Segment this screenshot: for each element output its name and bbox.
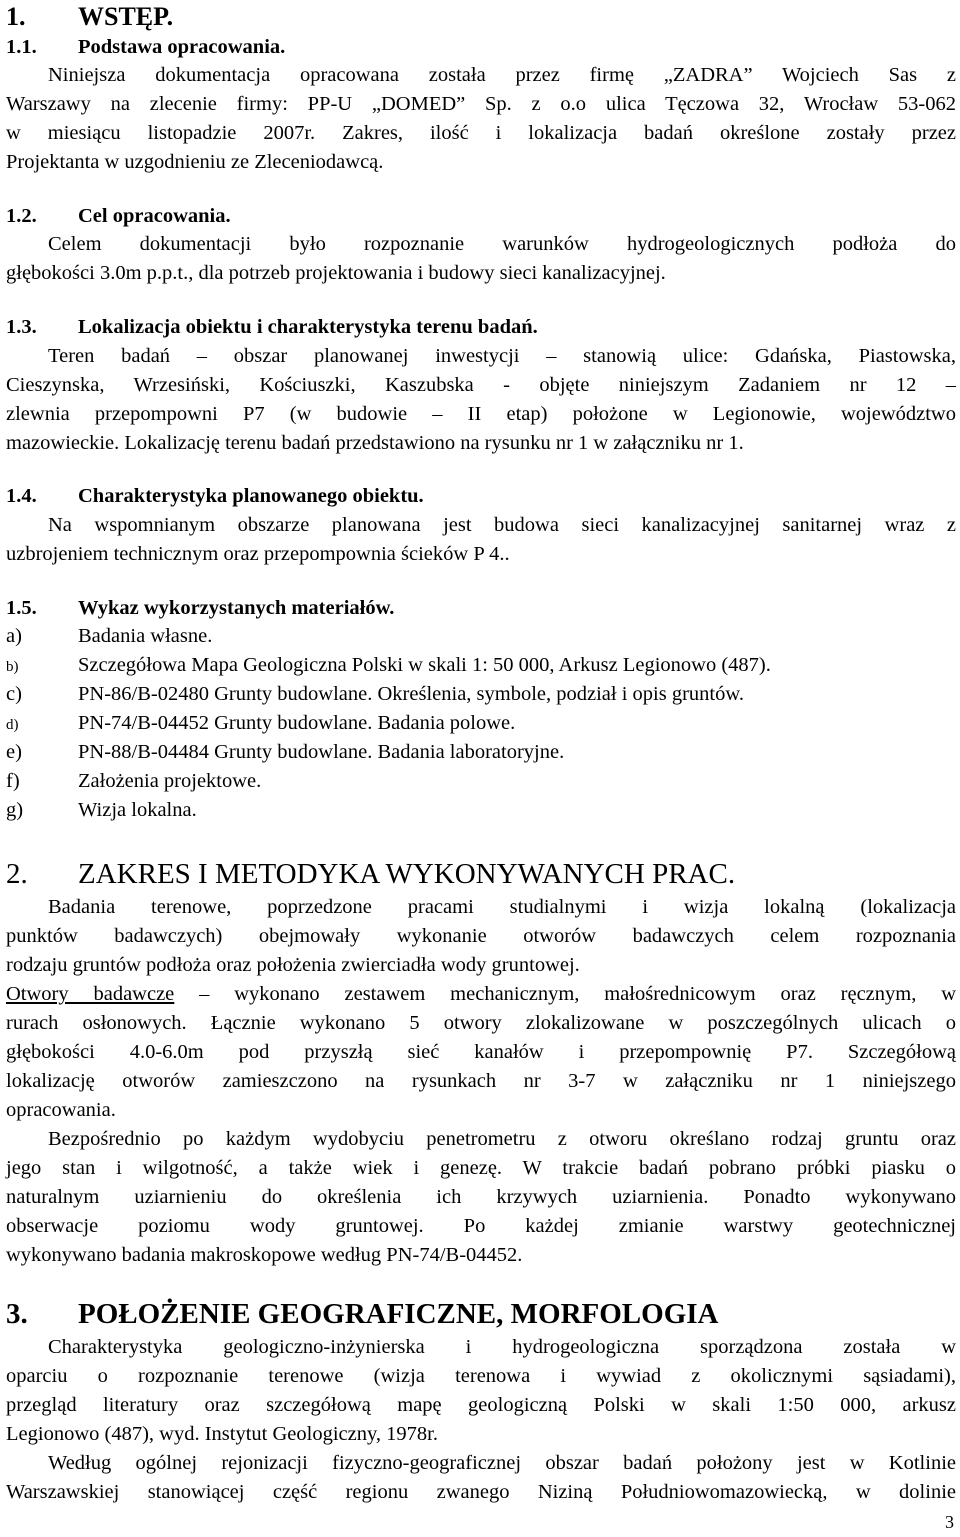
paragraph-line: głębokości 4.0-6.0m pod przyszłą sieć kanałów i przepompownię P7. Szczegółową xyxy=(6,1041,956,1063)
paragraph-line: Warszawy na zlecenie firmy: PP-U „DOMED” Sp. z o.o ulica Tęczowa 32, Wrocław 53-062 xyxy=(6,93,956,115)
paragraph-line: Otwory badawcze – wykonano zestawem mechanicznym, małośrednicowym oraz ręcznym, w xyxy=(6,983,957,1005)
list-item: d) PN-74/B-04452 Grunty budowlane. Badania polowe. xyxy=(6,712,516,734)
paragraph-line: rodzaju gruntów podłoża oraz położenia zwierciadła wody gruntowej. xyxy=(6,954,580,976)
paragraph-line: lokalizację otworów zamieszczono na rysunkach nr 3-7 w załączniku nr 1 niniejszego xyxy=(6,1070,956,1092)
paragraph-line: w miesiącu listopadzie 2007r. Zakres, ilość i lokalizacja badań określone zostały przez xyxy=(6,122,956,144)
paragraph-line: wykonywano badania makroskopowe według PN-74/B-04452. xyxy=(6,1244,523,1266)
paragraph-line: Teren badań – obszar planowanej inwestycji – stanowią ulice: Gdańska, Piastowska, xyxy=(48,345,956,367)
paragraph-line: Bezpośrednio po każdym wydobyciu penetrometru z otworu określano rodzaj gruntu oraz xyxy=(48,1128,956,1150)
list-item: b) Szczegółowa Mapa Geologiczna Polski w skali 1: 50 000, Arkusz Legionowo (487). xyxy=(6,654,771,676)
paragraph-line: oparciu o rozpoznanie terenowe (wizja terenowa i wywiad z okolicznymi sąsiadami), xyxy=(6,1365,956,1387)
section-1-1-heading: 1.1. Podstawa opracowania. xyxy=(6,36,286,58)
page-number: 3 xyxy=(945,1512,954,1532)
paragraph-line: przegląd literatury oraz szczegółową mapę geologiczną Polski w skali 1:50 000, arkusz xyxy=(6,1394,956,1416)
section-1-3-heading: 1.3. Lokalizacja obiektu i charakterystyka terenu badań. xyxy=(6,316,538,338)
section-3-heading: 3. POŁOŻENIE GEOGRAFICZNE, MORFOLOGIA xyxy=(6,1298,719,1330)
paragraph-line: rurach osłonowych. Łącznie wykonano 5 otwory zlokalizowane w poszczególnych ulicach o xyxy=(6,1012,956,1034)
paragraph-line: Celem dokumentacji było rozpoznanie warunków hydrogeologicznych podłoża do xyxy=(48,233,956,255)
paragraph-line: Legionowo (487), wyd. Instytut Geologiczny, 1978r. xyxy=(6,1423,438,1445)
section-2-heading: 2. ZAKRES I METODYKA WYKONYWANYCH PRAC. xyxy=(6,858,736,890)
paragraph-line: Projektanta w uzgodnieniu ze Zleceniodawcą. xyxy=(6,151,384,173)
paragraph-line: Na wspomnianym obszarze planowana jest budowa sieci kanalizacyjnej sanitarnej wraz z xyxy=(48,514,956,536)
underlined-term: Otwory badawcze xyxy=(6,983,175,1005)
list-item: c) PN-86/B-02480 Grunty budowlane. Określenia, symbole, podział i opis gruntów. xyxy=(6,683,744,705)
paragraph-line: Warszawskiej stanowiącej część regionu zwanego Niziną Południowomazowiecką, w dolinie xyxy=(6,1481,956,1503)
paragraph-line: naturalnym uziarnieniu do określenia ich krzywych uziarnienia. Ponadto wykonywano xyxy=(6,1186,956,1208)
section-1-4-heading: 1.4. Charakterystyka planowanego obiektu. xyxy=(6,485,424,507)
paragraph-line: uzbrojeniem technicznym oraz przepompownia ścieków P 4.. xyxy=(6,543,510,565)
section-1-2-heading: 1.2. Cel opracowania. xyxy=(6,205,231,227)
paragraph-line: opracowania. xyxy=(6,1099,116,1121)
list-item: a) Badania własne. xyxy=(6,625,213,647)
paragraph-line: Charakterystyka geologiczno-inżynierska i hydrogeologiczna sporządzona została w xyxy=(48,1336,956,1358)
paragraph-line: zlewnia przepompowni P7 (w budowie – II etap) położone w Legionowie, województwo xyxy=(6,403,956,425)
paragraph-line: Badania terenowe, poprzedzone pracami studialnymi i wizja lokalną (lokalizacja xyxy=(48,896,956,918)
list-item: g) Wizja lokalna. xyxy=(6,799,197,821)
paragraph-line: Niniejsza dokumentacja opracowana została przez firmę „ZADRA” Wojciech Sas z xyxy=(48,64,956,86)
section-1-5-heading: 1.5. Wykaz wykorzystanych materiałów. xyxy=(6,597,395,619)
paragraph-line: obserwacje poziomu wody gruntowej. Po każdej zmianie warstwy geotechnicznej xyxy=(6,1215,956,1237)
paragraph-line: punktów badawczych) obejmowały wykonanie otworów badawczych celem rozpoznania xyxy=(6,925,956,947)
paragraph-line: mazowieckie. Lokalizację terenu badań przedstawiono na rysunku nr 1 w załączniku nr 1. xyxy=(6,432,744,454)
paragraph-line: jego stan i wilgotność, a także wiek i genezę. W trakcie badań pobrano próbki piasku o xyxy=(6,1157,956,1179)
paragraph-line: Cieszynska, Wrzesiński, Kościuszki, Kaszubska - objęte niniejszym Zadaniem nr 12 – xyxy=(6,374,956,396)
list-item: f) Założenia projektowe. xyxy=(6,770,262,792)
paragraph-line: głębokości 3.0m p.p.t., dla potrzeb projektowania i budowy sieci kanalizacyjnej. xyxy=(6,262,666,284)
paragraph-line: Według ogólnej rejonizacji fizyczno-geograficznej obszar badań położony jest w Kotlinie xyxy=(48,1452,956,1474)
list-item: e) PN-88/B-04484 Grunty budowlane. Badania laboratoryjne. xyxy=(6,741,565,763)
section-1-heading: 1. WSTĘP. xyxy=(6,2,174,31)
